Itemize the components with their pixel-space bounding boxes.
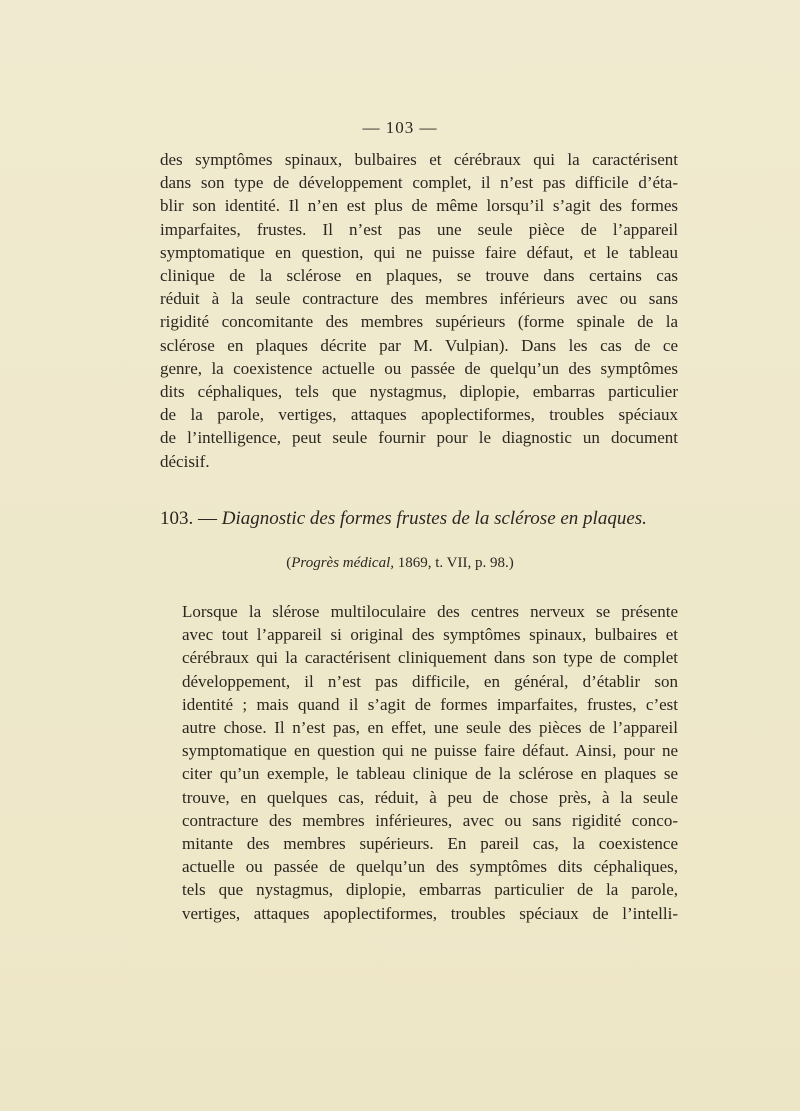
text-line: symptomatique en question qui ne puisse faire défaut. Ainsi, pour ne [182,741,678,761]
citation-open: ( [286,555,292,571]
section-heading [160,508,678,530]
citation-source: Progrès médical, [291,555,395,571]
text-line: imparfaites, frustes. Il n’est pas une seule pièce de l’appareil [160,219,678,239]
text-line: avec tout l’appareil si original des symptômes spinaux, bulbaires et [182,625,678,645]
text-line: Lorsque la slérose multiloculaire des centres nerveux se présente [182,602,678,621]
text-line: décisif. [160,451,210,471]
section-number: 103. — [160,508,217,529]
citation-details: 1869, t. VII, p. 98.) [394,555,514,571]
text-line: de la parole, vertiges, attaques apoplectiformes, troubles spéciaux [160,405,678,425]
text-line: contracture des membres inférieures, avec ou sans rigidité conco- [182,810,678,830]
text-line: genre, la coexistence actuelle ou passée de quelqu’un des symptômes [160,358,678,378]
text-line: de l’intelligence, peut seule fournir pour le diagnostic un document [160,428,678,448]
text-line: identité ; mais quand il s’agit de formes imparfaites, frustes, c’est [182,694,678,714]
text-line: symptomatique en question, qui ne puisse faire défaut, et le tableau [160,242,678,262]
text-line: mitante des membres supérieurs. En pareil cas, la coexistence [182,834,678,854]
text-line: dans son type de développement complet, il n’est pas difficile d’éta- [160,173,678,193]
text-line: dits céphaliques, tels que nystagmus, diplopie, embarras particulier [160,382,678,402]
text-line: rigidité concomitante des membres supérieurs (forme spinale de la [160,312,678,332]
text-line: sclérose en plaques décrite par M. Vulpian). Dans les cas de ce [160,335,678,355]
text-line: trouve, en quelques cas, réduit, à peu de chose près, à la seule [182,787,678,807]
text-line: actuelle ou passée de quelqu’un des symptômes dits céphaliques, [182,857,678,877]
section-title: Diagnostic des formes frustes de la sclérose en plaques. [221,508,647,529]
text-line: clinique de la sclérose en plaques, se trouve dans certains cas [160,266,678,286]
paragraph-body [160,600,678,925]
text-line: citer qu’un exemple, le tableau clinique de la sclérose en plaques se [182,764,678,784]
text-line: vertiges, attaques apoplectiformes, troubles spéciaux de l’intelli- [182,903,678,923]
text-line: autre chose. Il n’est pas, en effet, une seule des pièces de l’appareil [182,718,678,738]
text-line: blir son identité. Il n’en est plus de même lorsqu’il s’agit des formes [160,196,678,216]
citation [0,555,800,572]
text-line: cérébraux qui la caractérisent cliniquement dans son type de complet [182,648,678,668]
paragraph-continued [160,148,678,473]
text-line: des symptômes spinaux, bulbaires et cérébraux qui la caractérisent [160,150,678,169]
text-line: développement, il n’est pas difficile, en général, d’établir son [182,671,678,691]
text-line: réduit à la seule contracture des membres inférieurs avec ou sans [160,289,678,309]
page-number: — 103 — [362,118,438,137]
text-line: tels que nystagmus, diplopie, embarras particulier de la parole, [182,880,678,900]
